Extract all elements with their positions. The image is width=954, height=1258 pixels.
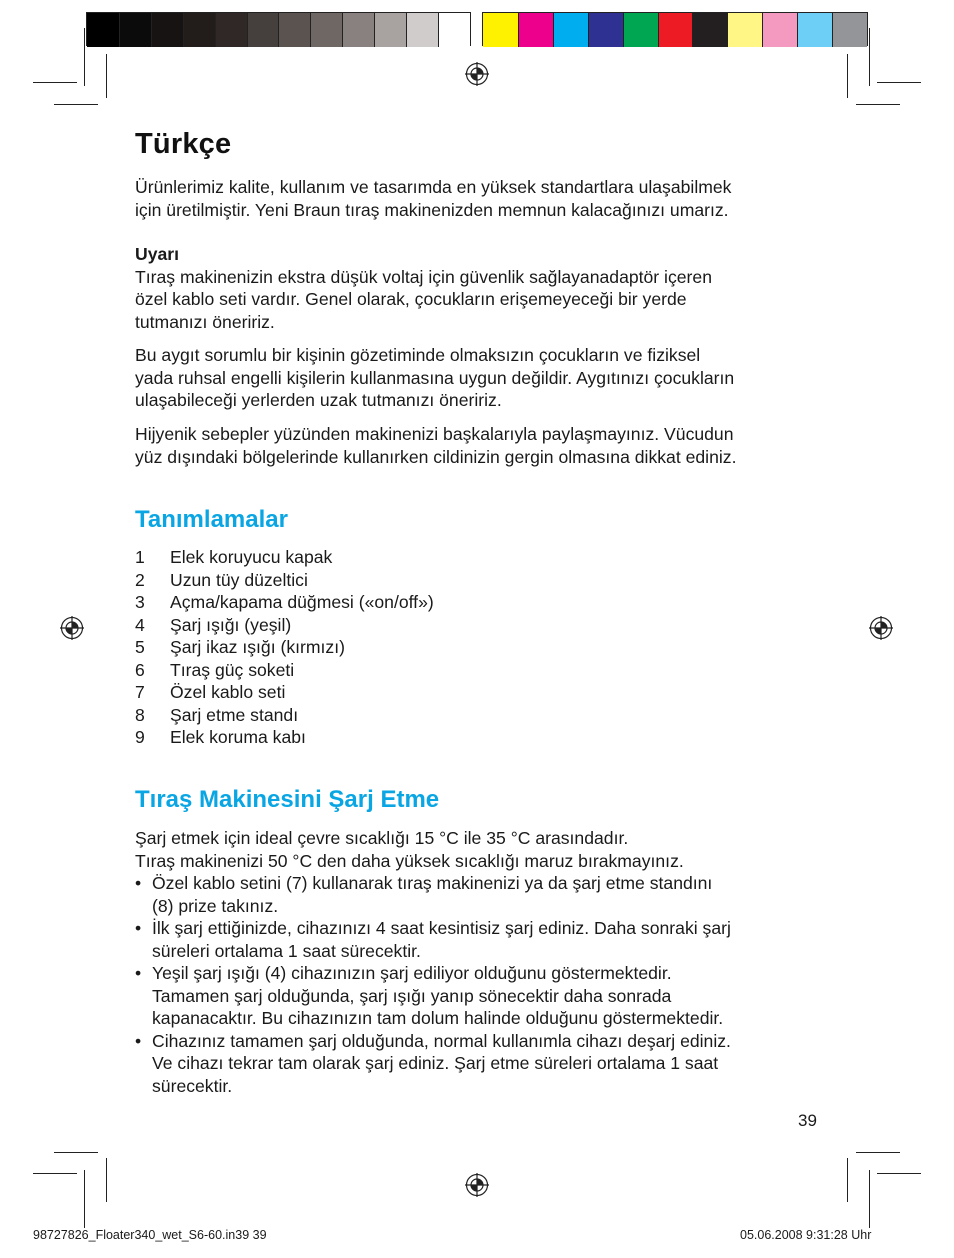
charging-intro: Şarj etmek için ideal çevre sıcaklığı 15 °C ile 35 °C arasındadır. Tıraş makinenizi 50 °C den daha yüksek sıcaklığı maruz bırakmayınız. xyxy=(135,828,684,871)
color-swatch xyxy=(215,13,247,47)
bullet-text: Özel kablo setini (7) kullanarak tıraş makinenizi ya da şarj etme standını (8) prize takınız. xyxy=(152,873,713,916)
color-swatch xyxy=(151,13,183,47)
item-number: 1 xyxy=(135,547,145,567)
page-number: 39 xyxy=(798,1111,817,1130)
definitions-heading: Tanımlamalar xyxy=(135,506,288,533)
item-text: Uzun tüy düzeltici xyxy=(170,569,308,590)
item-text: Şarj etme standı xyxy=(170,704,299,725)
item-number: 6 xyxy=(135,659,145,680)
list-item xyxy=(135,591,434,614)
item-text: Elek koruma kabı xyxy=(170,727,306,747)
bullet-icon: • xyxy=(135,918,142,938)
color-swatch xyxy=(588,13,623,47)
grayscale-color-bar xyxy=(86,12,471,46)
item-text: Açma/kapama düğmesi («on/off») xyxy=(170,592,434,612)
list-item xyxy=(135,704,434,727)
list-item xyxy=(135,726,434,749)
bullet-icon: • xyxy=(135,1030,142,1051)
list-item xyxy=(135,659,434,682)
color-swatch xyxy=(553,13,588,47)
color-swatch xyxy=(119,13,151,47)
registration-mark-icon xyxy=(60,616,84,640)
item-number: 4 xyxy=(135,614,145,635)
bullet-text: Cihazınız tamamen şarj olduğunda, normal kullanımla cihazı deşarj ediniz. Ve cihazı tekrar tam olarak şarj ediniz. Şarj etme süreleri ortalama 1 saat sürecektir. xyxy=(152,1030,731,1096)
page-title: Türkçe xyxy=(135,128,232,160)
item-text: Elek koruyucu kapak xyxy=(170,547,333,567)
item-text: Şarj ışığı (yeşil) xyxy=(170,614,292,635)
color-swatch xyxy=(406,13,438,47)
color-swatch xyxy=(342,13,374,47)
warning-paragraph-2: Bu aygıt sorumlu bir kişinin gözetiminde olmaksızın çocukların ve fiziksel yada ruhsal engelli kişilerin kullanmasına uygun değildir. Aygıtınızı çocukların ulaşabileceği yerlerden uzak tutmanızı öneririz. xyxy=(135,345,735,410)
color-swatch xyxy=(797,13,832,47)
color-swatch xyxy=(727,13,762,47)
color-swatch xyxy=(832,13,867,47)
color-swatch xyxy=(278,13,310,47)
list-item xyxy=(135,636,434,659)
list-item xyxy=(135,962,825,1030)
item-text: Özel kablo seti xyxy=(170,682,286,702)
color-swatch xyxy=(310,13,342,47)
registration-mark-icon xyxy=(869,616,893,640)
registration-mark-icon xyxy=(465,62,489,86)
list-item xyxy=(135,1030,825,1098)
color-swatch xyxy=(247,13,279,47)
item-number: 3 xyxy=(135,592,145,612)
color-swatch xyxy=(623,13,658,47)
list-item xyxy=(135,681,434,704)
list-item xyxy=(135,614,434,637)
color-swatch xyxy=(183,13,215,47)
list-item xyxy=(135,546,434,569)
list-item xyxy=(135,872,825,917)
process-color-bar xyxy=(482,12,868,46)
warning-paragraph-3: Hijyenik sebepler yüzünden makinenizi başkalarıyla paylaşmayınız. Vücudun yüz dışındaki bölgelerinde kullanırken cildinizin gergin olmasına dikkat ediniz. xyxy=(135,424,737,467)
item-text: Şarj ikaz ışığı (kırmızı) xyxy=(170,637,345,657)
item-number: 2 xyxy=(135,569,145,590)
bullet-text: Yeşil şarj ışığı (4) cihazınızın şarj ediliyor olduğunu göstermektedir. Tamamen şarj olduğunda, şarj ışığı yanıp sönecektir daha sonrada kapanacaktır. Bu cihazınızın tam dolum halinde olduğunu göstermektedir. xyxy=(152,963,724,1028)
item-number: 5 xyxy=(135,637,145,657)
charging-heading: Tıraş Makinesini Şarj Etme xyxy=(135,786,440,813)
bullet-icon: • xyxy=(135,873,142,893)
charging-bullets xyxy=(135,872,825,1097)
item-number: 7 xyxy=(135,682,145,702)
item-text: Tıraş güç soketi xyxy=(170,659,295,680)
warning-section: Uyarı Tıraş makinenizin ekstra düşük voltaj için güvenlik sağlayanadaptör içeren özel kablo seti vardır. Genel olarak, çocukların erişemeyeceği bir yerde tutmanızı öneririz. xyxy=(135,244,712,332)
item-number: 8 xyxy=(135,704,145,725)
warning-heading: Uyarı xyxy=(135,244,180,264)
color-swatch xyxy=(374,13,406,47)
intro-paragraph: Ürünlerimiz kalite, kullanım ve tasarımda en yüksek standartlara ulaşabilmek için üretilmiştir. Yeni Braun tıraş makinenizden memnun kalacağınızı umarız. xyxy=(135,177,732,220)
color-swatch xyxy=(658,13,693,47)
color-swatch xyxy=(438,13,470,47)
footer-slug-file: 98727826_Floater340_wet_S6-60.in39 39 xyxy=(33,1228,267,1242)
footer-slug-date: 05.06.2008 9:31:28 Uhr xyxy=(740,1228,872,1242)
list-item xyxy=(135,917,825,962)
item-number: 9 xyxy=(135,727,145,747)
color-swatch xyxy=(518,13,553,47)
list-item xyxy=(135,569,434,592)
color-swatch xyxy=(692,13,727,47)
registration-mark-icon xyxy=(465,1173,489,1197)
definitions-list xyxy=(135,546,434,749)
bullet-text: İlk şarj ettiğinizde, cihazınızı 4 saat kesintisiz şarj ediniz. Daha sonraki şarj süreleri ortalama 1 saat sürecektir. xyxy=(152,918,731,961)
color-swatch xyxy=(87,13,119,47)
color-swatch xyxy=(762,13,797,47)
color-swatch xyxy=(483,13,518,47)
bullet-icon: • xyxy=(135,963,142,983)
